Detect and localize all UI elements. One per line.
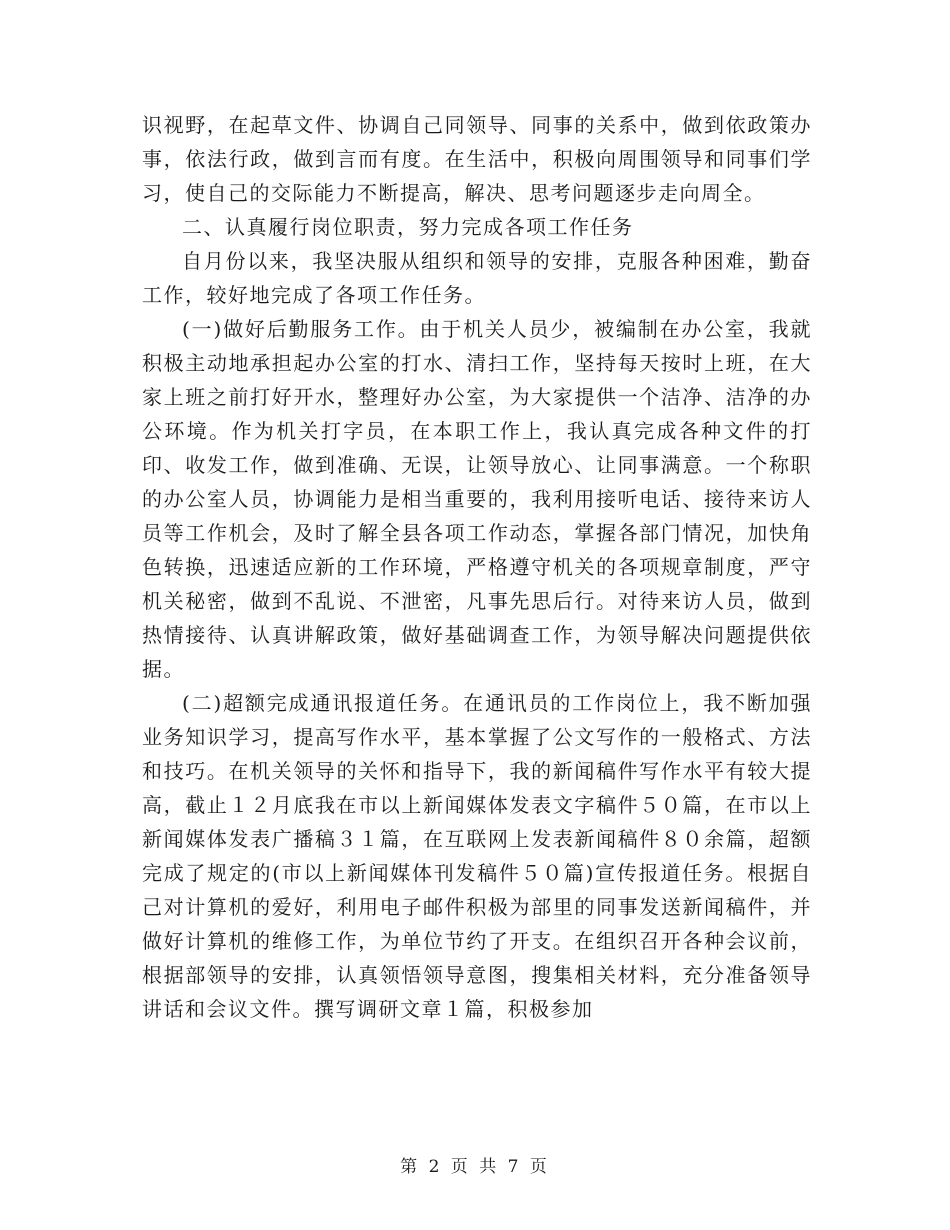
paragraph-news-reporting: (二)超额完成通讯报道任务。在通讯员的工作岗位上，我不断加强业务知识学习，提高写作水平，基本掌握了公文写作的一般格式、方法和技巧。在机关领导的关怀和指导下，我的新闻稿件写作水平有较大提高，截止１２月底我在市以上新闻媒体发表文字稿件５０篇，在市以上新闻媒体发表广播稿３１篇，在互联网上发表新闻稿件８０余篇，超额完成了规定的(市以上新闻媒体刊发稿件５０篇)宣传报道任务。根据自己对计算机的爱好，利用电子邮件积极为部里的同事发送新闻稿件，并做好计算机的维修工作，为单位节约了开支。在组织召开各种会议前，根据部领导的安排，认真领悟领导意图，搜集相关材料，充分准备领导讲话和会议文件。撰写调研文章１篇，积极参加 <box>142 691 812 1021</box>
paragraph-intro: 自月份以来，我坚决服从组织和领导的安排，克服各种困难，勤奋工作，较好地完成了各项工作任务。 <box>142 249 812 307</box>
section-heading-2: 二、认真履行岗位职责，努力完成各项工作任务 <box>182 215 634 239</box>
paragraph-logistics-service: (一)做好后勤服务工作。由于机关人员少，被编制在办公室，我就积极主动地承担起办公室的打水、清扫工作，坚持每天按时上班，在大家上班之前打好开水，整理好办公室，为大家提供一个洁净、洁净的办公环境。作为机关打字员，在本职工作上，我认真完成各种文件的打印、收发工作，做到准确、无误，让领导放心、让同事满意。一个称职的办公室人员，协调能力是相当重要的，我利用接听电话、接待来访人员等工作机会，及时了解全县各项工作动态，掌握各部门情况，加快角色转换，迅速适应新的工作环境，严格遵守机关的各项规章制度，严守机关秘密，做到不乱说、不泄密，凡事先思后行。对待来访人员，做到热情接待、认真讲解政策，做好基础调查工作，为领导解决问题提供依据。 <box>142 317 812 681</box>
page-number-footer: 第 2 页 共 7 页 <box>400 1157 550 1177</box>
paragraph-continuation: 识视野，在起草文件、协调自己同领导、同事的关系中，做到依政策办事，依法行政，做到言而有度。在生活中，积极向周围领导和同事们学习，使自己的交际能力不断提高，解决、思考问题逐步走向周全。 <box>142 113 812 205</box>
document-body <box>142 108 812 1026</box>
